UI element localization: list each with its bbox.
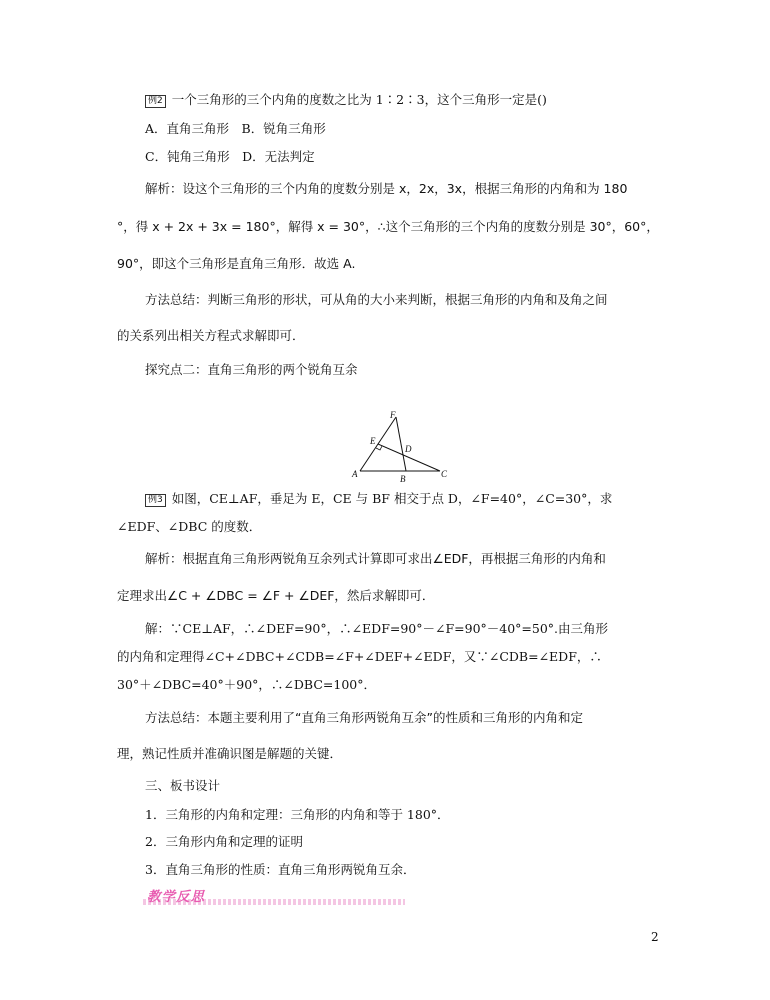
label-d: D xyxy=(405,444,412,454)
example3-solution-line1: 解：∵CE⊥AF，∴∠DEF=90°，∴∠EDF=90°－∠F=90°－40°=50°.由三角形 xyxy=(145,621,609,636)
example2-analysis-line2: °，得 x + 2x + 3x = 180°，解得 x = 30°，∴这个三角形的三个内角的度数分别是 30°，60°， xyxy=(117,219,659,234)
example2-analysis-line3: 90°，即这个三角形是直角三角形．故选 A. xyxy=(117,256,356,271)
board-item-1: 1．三角形的内角和定理：三角形的内角和等于 180°． xyxy=(145,807,450,822)
example2-options-row1: A．直角三角形 B．锐角三角形 xyxy=(145,121,326,136)
example3-solution-line2: 的内角和定理得∠C+∠DBC+∠CDB=∠F+∠DEF+∠EDF，又∵∠CDB=∠EDF，∴ xyxy=(117,649,602,664)
triangle-figure xyxy=(345,408,450,484)
right-angle-mark xyxy=(376,446,382,450)
example3-question-line2: ∠EDF、∠DBC 的度数． xyxy=(117,519,262,534)
example2-question: 例2 一个三角形的三个内角的度数之比为 1∶2∶3，这个三角形一定是() xyxy=(145,92,685,108)
example3-analysis-line2: 定理求出∠C + ∠DBC = ∠F + ∠DEF，然后求解即可． xyxy=(117,588,435,603)
example-badge: 例3 xyxy=(145,494,166,507)
label-f: F xyxy=(390,410,396,420)
example2-summary-line2: 的关系列出相关方程式求解即可． xyxy=(117,328,305,343)
example2-options-row2: C．钝角三角形 D．无法判定 xyxy=(145,149,315,164)
label-a: A xyxy=(352,469,358,479)
example2-analysis-line1: 解析：设这个三角形的三个内角的度数分别是 x，2x，3x，根据三角形的内角和为 180 xyxy=(145,181,628,196)
label-e: E xyxy=(370,436,376,446)
reflection-title: 教学反思 xyxy=(147,889,205,905)
label-c: C xyxy=(441,469,448,479)
board-item-2: 2．三角形内角和定理的证明 xyxy=(145,834,303,849)
board-item-3: 3．直角三角形的性质：直角三角形两锐角互余． xyxy=(145,862,416,877)
example3-solution-line3: 30°＋∠DBC=40°＋90°，∴∠DBC=100°． xyxy=(117,677,376,692)
example3-question-line1: 例3 如图，CE⊥AF，垂足为 E，CE 与 BF 相交于点 D，∠F=40°，∠C=30°，求 xyxy=(145,491,685,507)
page-number: 2 xyxy=(651,930,659,944)
label-b: B xyxy=(400,474,406,484)
example-badge: 例2 xyxy=(145,95,166,108)
reflection-banner xyxy=(143,885,405,907)
example3-analysis-line1: 解析：根据直角三角形两锐角互余列式计算即可求出∠EDF，再根据三角形的内角和 xyxy=(145,551,606,566)
example3-summary-line1: 方法总结：本题主要利用了“直角三角形两锐角互余”的性质和三角形的内角和定 xyxy=(145,710,583,725)
example3-summary-line2: 理，熟记性质并准确识图是解题的关键． xyxy=(117,746,343,761)
example2-summary-line1: 方法总结：判断三角形的形状，可从角的大小来判断，根据三角形的内角和及角之间 xyxy=(145,292,608,307)
board-heading: 三、板书设计 xyxy=(145,778,221,793)
section-heading-point2: 探究点二：直角三角形的两个锐角互余 xyxy=(145,362,358,377)
